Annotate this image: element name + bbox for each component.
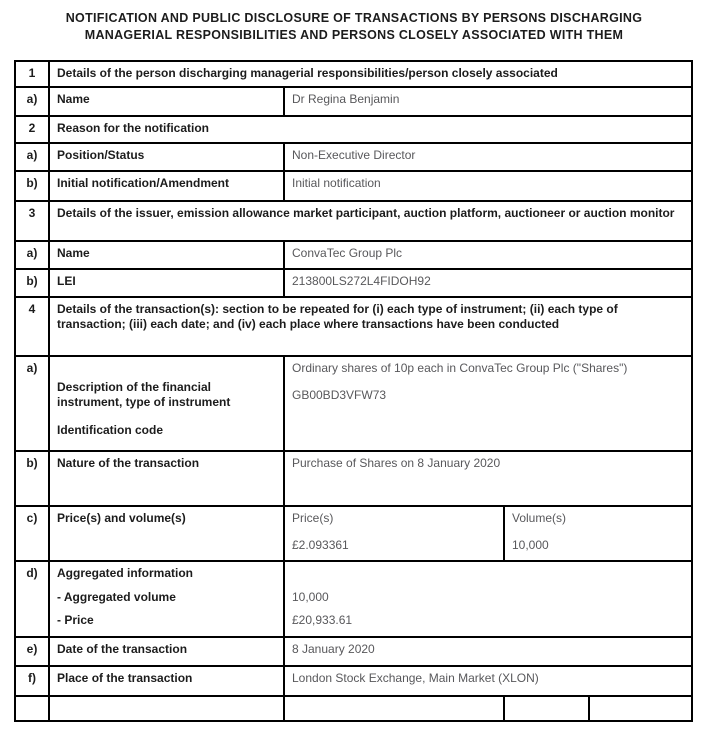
field-label: Date of the transaction — [49, 637, 284, 666]
field-label: LEI — [49, 269, 284, 297]
row-3b-lei — [15, 269, 692, 297]
field-value: Initial notification — [284, 171, 692, 201]
row-section-3 — [15, 201, 692, 241]
field-label — [49, 356, 284, 451]
row-number: 3 — [15, 201, 49, 241]
row-number: a) — [15, 241, 49, 269]
row-3a-issuer-name — [15, 241, 692, 269]
row-section-4 — [15, 297, 692, 356]
section-header: Details of the transaction(s): section to be repeated for (i) each type of instrument; (ii) each type of transaction; (iii) each date; and (iv) each place where transactions have been conducted — [49, 297, 692, 356]
identification-code-value: GB00BD3VFW73 — [292, 388, 387, 402]
aggregated-information-label: Aggregated information — [57, 566, 194, 580]
section-header: Details of the person discharging managerial responsibilities/person closely associated — [49, 61, 692, 87]
row-number: e) — [15, 637, 49, 666]
identification-code-label: Identification code — [57, 423, 164, 437]
field-label: Position/Status — [49, 143, 284, 171]
field-label — [49, 561, 284, 637]
document-title — [0, 0, 708, 44]
row-1a-name — [15, 87, 692, 116]
field-value: London Stock Exchange, Main Market (XLON) — [284, 666, 692, 696]
empty-cell — [49, 696, 284, 721]
row-4b-nature — [15, 451, 692, 506]
row-number: 4 — [15, 297, 49, 356]
row-number: a) — [15, 356, 49, 451]
row-2a-position — [15, 143, 692, 171]
aggregated-volume-value: 10,000 — [292, 590, 329, 604]
aggregated-price-label: - Price — [57, 613, 94, 627]
instrument-description-value: Ordinary shares of 10p each in ConvaTec Group Plc ("Shares") — [292, 361, 628, 375]
empty-cell — [15, 696, 49, 721]
field-value — [284, 356, 692, 451]
row-4c-price-volume — [15, 506, 692, 561]
field-label: Initial notification/Amendment — [49, 171, 284, 201]
row-4a-instrument-description — [15, 356, 692, 451]
row-number: c) — [15, 506, 49, 561]
row-number: b) — [15, 269, 49, 297]
row-number: 1 — [15, 61, 49, 87]
empty-cell — [589, 696, 692, 721]
field-label: Name — [49, 87, 284, 116]
row-4e-date — [15, 637, 692, 666]
volume-cell — [504, 506, 692, 561]
row-number: a) — [15, 143, 49, 171]
spacer — [292, 566, 684, 590]
row-4f-place — [15, 666, 692, 696]
aggregated-price-value: £20,933.61 — [292, 613, 353, 627]
row-number: b) — [15, 171, 49, 201]
section-header: Details of the issuer, emission allowance market participant, auction platform, auctioneer or auction monitor — [49, 201, 692, 241]
row-number: 2 — [15, 116, 49, 143]
notification-table — [14, 60, 693, 722]
row-empty — [15, 696, 692, 721]
field-value — [284, 561, 692, 637]
row-4d-aggregated — [15, 561, 692, 637]
row-section-2 — [15, 116, 692, 143]
field-value: ConvaTec Group Plc — [284, 241, 692, 269]
field-value: Purchase of Shares on 8 January 2020 — [284, 451, 692, 506]
field-value: Non-Executive Director — [284, 143, 692, 171]
field-label: Nature of the transaction — [49, 451, 284, 506]
price-value: £2.093361 — [292, 538, 349, 552]
field-label: Place of the transaction — [49, 666, 284, 696]
volume-header: Volume(s) — [512, 511, 567, 525]
document-title-line1: NOTIFICATION AND PUBLIC DISCLOSURE OF TRANSACTIONS BY PERSONS DISCHARGING — [65, 11, 643, 25]
field-value: 213800LS272L4FIDOH92 — [284, 269, 692, 297]
field-value: 8 January 2020 — [284, 637, 692, 666]
volume-value: 10,000 — [512, 538, 549, 552]
row-number: a) — [15, 87, 49, 116]
row-2b-initial-notification — [15, 171, 692, 201]
row-section-1 — [15, 61, 692, 87]
price-header: Price(s) — [292, 511, 334, 525]
field-label: Price(s) and volume(s) — [49, 506, 284, 561]
document-title-line2: MANAGERIAL RESPONSIBILITIES AND PERSONS CLOSELY ASSOCIATED WITH THEM — [84, 28, 624, 42]
instrument-description-label: Description of the financial instrument, type of instrument — [57, 380, 231, 409]
row-number: d) — [15, 561, 49, 637]
aggregated-volume-label: - Aggregated volume — [57, 590, 176, 604]
price-cell — [284, 506, 504, 561]
row-number: b) — [15, 451, 49, 506]
section-header: Reason for the notification — [49, 116, 692, 143]
row-number: f) — [15, 666, 49, 696]
empty-cell — [504, 696, 589, 721]
field-label: Name — [49, 241, 284, 269]
field-value: Dr Regina Benjamin — [284, 87, 692, 116]
empty-cell — [284, 696, 504, 721]
